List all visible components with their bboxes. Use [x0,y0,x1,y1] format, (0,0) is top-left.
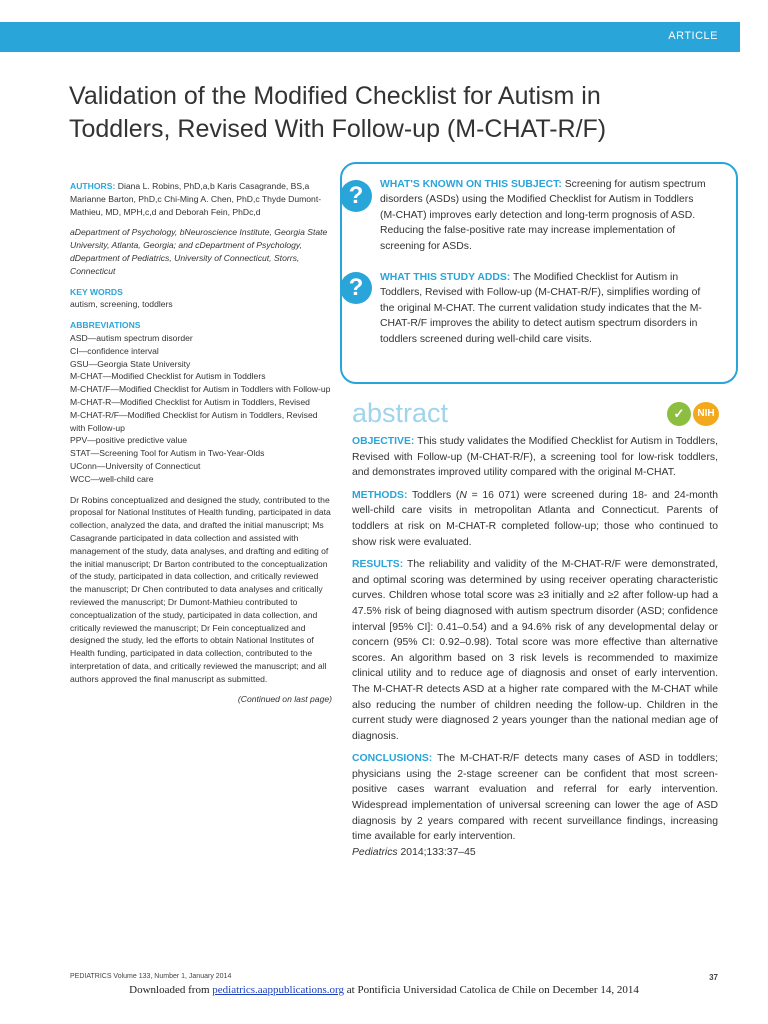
whats-known-text: Screening for autism spectrum disorders (ASDs) using the Modified Checklist for Autism in Toddlers (M-CHAT) improves early detection and long-term prognosis of ASD. Reducing the false-positive rate may increase implementation of screening for ASDs. [380,179,706,252]
methods-label: METHODS: [352,489,408,501]
keywords-label: KEY WORDS [70,286,123,297]
badges [667,402,719,426]
conclusions-paragraph [352,751,718,860]
whats-known [380,177,710,254]
download-post: at Pontificia Universidad Catolica de Chile on December 14, 2014 [344,984,639,996]
question-mark-icon: ? [340,272,372,304]
abbreviations-label: ABBREVIATIONS [70,320,141,331]
article-title: Validation of the Modified Checklist for Autism in Toddlers, Revised With Follow-up (M-CHAT-R/F) [69,82,607,143]
objective-text: This study validates the Modified Checklist for Autism in Toddlers, Revised with Follow-up (M-CHAT-R/F), a screening tool for low-risk toddlers, and demonstrates improved utility compared with the original M-CHAT. [352,436,718,479]
abbreviation-item: STAT—Screening Tool for Autism in Two-Year-Olds [70,448,265,459]
affiliations: aDepartment of Psychology, bNeuroscience Institute, Georgia State University, Atlanta, Georgia; and cDepartment of Psychology, dDepartment of Pediatrics, University of Connecticut, Storrs, Connecticut [70,227,328,276]
methods-n: N [459,489,467,501]
left-column [70,180,332,706]
citation-ref: 2014;133:37–45 [397,846,476,858]
abbreviation-item: M-CHAT-R—Modified Checklist for Autism in Toddlers, Revised [70,396,310,407]
methods-paragraph [352,488,718,550]
authors [70,180,332,218]
methods-pre: Toddlers ( [411,489,460,501]
results-paragraph [352,557,718,744]
results-text: The reliability and validity of the M-CHAT-R/F were demonstrated, and optimal scoring was determined by using receiver operating characteristic curves. Children whose total score was ≥3 initially and ≥2 after follow-up had a 47.5% risk of being diagnosed with autism spectrum disorder (ASD; confidence interval [95% CI]: 0.41–0.54) and a 94.6% risk of any developmental delay or concern (95% CI: 0.92–0.98). Total score was more effective than alternative scores. An algorithm based on 3 risk levels is recommended to maximize clinical utility and to reduce age of diagnosis and onset of early intervention. The M-CHAT-R detects ASD at a higher rate compared with the M-CHAT while also reducing the number of children needing the follow-up. Children in the current study were diagnosed 2 years younger than the national median age of diagnosis. [352,559,718,742]
study-adds-label: WHAT THIS STUDY ADDS: [380,272,511,283]
authors-text: Diana L. Robins, PhD,a,b Karis Casagrande, BS,a Marianne Barton, PhD,c Chi-Ming A. Chen, PhD,c Thyde Dumont-Mathieu, MD, MPH,c,d and Deborah Fein, PhDc,d [70,181,322,217]
abstract-body [352,434,718,867]
abbreviation-item: M-CHAT-R/F—Modified Checklist for Autism in Toddlers, Revised with Follow-up [70,409,318,433]
article-header-bar [0,22,740,52]
page-footer [70,973,718,980]
abstract-heading: abstract [352,398,449,428]
conclusions-text: The M-CHAT-R/F detects many cases of ASD in toddlers; physicians using the 2-stage screener can be confident that most screen-positive cases warrant evaluation and referral for early intervention. Widespread implementation of universal screening can lower the age of ASD diagnosis by 2 years compared with recent surveillance findings, increasing time available for early intervention. [352,753,719,843]
abbreviation-item: M-CHAT—Modified Checklist for Autism in Toddlers [70,371,266,382]
authors-label: AUTHORS: [70,181,116,191]
section-label: ARTICLE [668,30,718,42]
journal-issue: PEDIATRICS Volume 133, Number 1, January 2014 [70,973,232,980]
checkmark-badge-icon: ✓ [667,402,691,426]
results-label: RESULTS: [352,559,404,571]
citation-journal: Pediatrics [352,846,398,858]
objective-paragraph [352,434,718,481]
page-number: 37 [709,973,718,982]
abbreviation-item: PPV—positive predictive value [70,435,188,446]
objective-label: OBJECTIVE: [352,436,415,447]
nih-badge-icon: NIH [693,402,719,426]
study-adds-text: The Modified Checklist for Autism in Toddlers, Revised with Follow-up (M-CHAT-R/F), simplifies wording of the original M-CHAT. The current validation study indicates that the M-CHAT-R/F improves the ability to detect autism spectrum disorders in toddlers screened during well-child care visits. [380,272,702,345]
continued-note: (Continued on last page) [237,694,332,705]
download-link[interactable]: pediatrics.aappublications.org [212,984,345,996]
question-mark-icon: ? [340,180,372,212]
study-adds [380,270,710,347]
abbreviation-item: CI—confidence interval [70,345,159,356]
abbreviation-item: GSU—Georgia State University [70,358,191,369]
abbreviation-item: ASD—autism spectrum disorder [70,332,193,343]
abbreviation-item: WCC—well-child care [70,473,154,484]
download-notice [0,984,768,996]
conclusions-label: CONCLUSIONS: [352,753,433,765]
download-pre: Downloaded from [129,984,213,996]
author-contributions: Dr Robins conceptualized and designed the study, contributed to the proposal for National Institutes of Health funding, participated in data collection, analyzed the data, and drafted the initial manuscript; Ms Casagrande participated in data collection and assisted with management of the study, data analyses, and drafting and editing of the initial manuscript; Dr Barton contributed to the conceptualization of the study, participated in data collection, and critically reviewed the manuscript; Dr Chen contributed to data analyses and critically reviewed the manuscript; Dr Dumont-Mathieu contributed to conceptualization of the study, participated in data collection, and critically reviewed the manuscript; Dr Fein conceptualized and designed the study, led the efforts to obtain National Institutes of Health funding, participated in data collection, contributed to the interpretation of data, and critically reviewed the manuscript; and all authors approved the final manuscript as submitted. [70,494,331,684]
whats-known-label: WHAT'S KNOWN ON THIS SUBJECT: [380,179,562,190]
abbreviation-item: UConn—University of Connecticut [70,460,201,471]
methods-post: = 16 071) were screened during 18- and 24-month well-child care visits in metropolitan Atlanta and Connecticut. Parents of toddlers at risk on M-CHAT-R completed follow-up; those who continued to show risk were evaluated. [352,489,718,548]
keywords-text: autism, screening, toddlers [70,299,173,310]
abbreviation-item: M-CHAT/F—Modified Checklist for Autism in Toddlers with Follow-up [70,384,331,395]
